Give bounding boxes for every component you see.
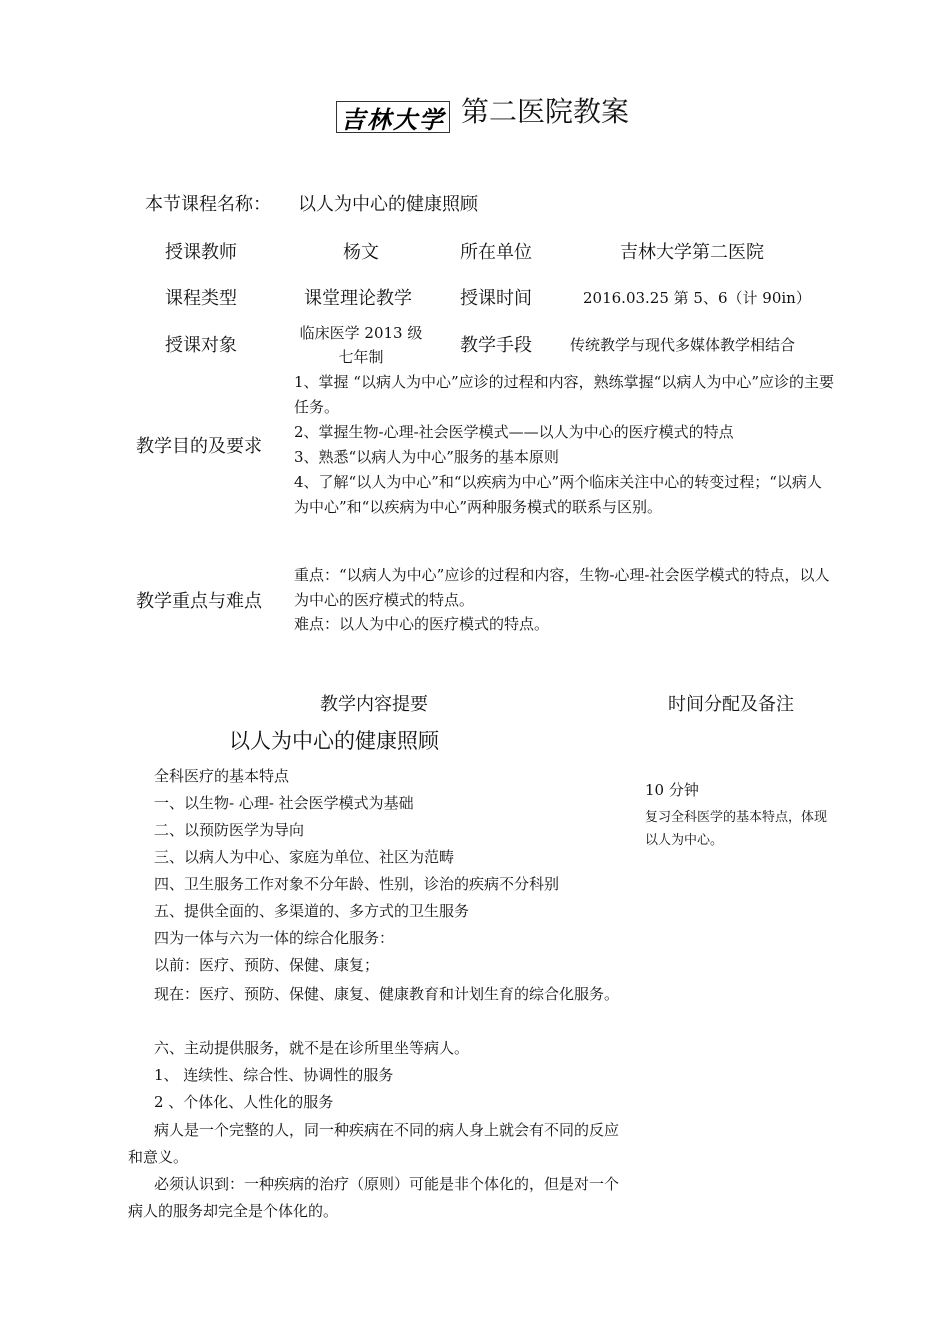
unit-value: 吉林大学第二医院	[620, 242, 764, 263]
means-label: 教学手段	[460, 335, 532, 356]
course-type-value: 课堂理论教学	[304, 288, 412, 309]
objective-item-3: 3、熟悉“以病人为中心”服务的基本原则	[294, 448, 559, 466]
content-summary-header: 教学内容提要	[320, 694, 428, 715]
content-line: 四为一体与六为一体的综合化服务：	[154, 929, 395, 947]
content-line: 必须认识到：一种疾病的治疗（原则）可能是非个体化的，但是对一个病人的服务却完全是个体化的。	[128, 1175, 620, 1220]
time-notes-header: 时间分配及备注	[668, 694, 794, 715]
objectives-label: 教学目的及要求	[136, 436, 262, 457]
content-line: 六、主动提供服务，就不是在诊所里坐等病人。	[154, 1039, 470, 1057]
document-title: 第二医院教案	[461, 95, 630, 128]
note-text: 复习全科医学的基本特点，体现以人为中心。	[645, 810, 828, 848]
objective-item-4: 4、了解“以人为中心”和“以疾病为中心”两个临床关注中心的转变过程；“以病人为中心”和“以疾病为中心”两种服务模式的联系与区别。	[294, 473, 822, 516]
time-value: 2016.03.25 第 5、6（计 90in）	[583, 289, 811, 307]
content-line: 一、以生物- 心理- 社会医学模式为基础	[154, 794, 414, 812]
content-line: 三、以病人为中心、家庭为单位、社区为范畴	[154, 848, 455, 866]
keypoints-label: 教学重点与难点	[136, 591, 262, 612]
content-line: 全科医疗的基本特点	[154, 767, 290, 785]
course-type-label: 课程类型	[165, 288, 237, 309]
target-value-line2: 七年制	[338, 348, 384, 366]
logo-text: 吉林大学	[341, 104, 445, 134]
content-main-title: 以人为中心的健康照顾	[229, 729, 439, 753]
keypoint-difficulty: 难点：以人为中心的医疗模式的特点。	[294, 615, 550, 633]
means-value: 传统教学与现代多媒体教学相结合	[570, 336, 796, 354]
content-line: 1、 连续性、综合性、协调性的服务	[154, 1066, 394, 1084]
time-label: 授课时间	[460, 288, 532, 309]
content-line: 现在：医疗、预防、保健、康复、健康教育和计划生育的综合化服务。	[154, 985, 620, 1003]
course-name-value: 以人为中心的健康照顾	[298, 194, 478, 215]
note-time: 10 分钟	[645, 781, 699, 799]
unit-label: 所在单位	[460, 242, 532, 263]
content-line: 五、提供全面的、多渠道的、多方式的卫生服务	[154, 902, 470, 920]
content-line: 四、卫生服务工作对象不分年龄、性别，诊治的疾病不分科别	[154, 875, 560, 893]
course-name-label: 本节课程名称：	[145, 194, 271, 215]
target-label: 授课对象	[165, 335, 237, 356]
content-line: 2 、个体化、人性化的服务	[154, 1093, 334, 1111]
content-line: 以前：医疗、预防、保健、康复；	[154, 956, 380, 974]
target-value-line1: 临床医学 2013 级	[299, 324, 423, 342]
teacher-value: 杨文	[343, 242, 379, 263]
content-line: 二、以预防医学为导向	[154, 821, 305, 839]
university-logo	[336, 101, 450, 133]
teacher-label: 授课教师	[165, 242, 237, 263]
keypoint-key: 重点：“以病人为中心”应诊的过程和内容，生物-心理-社会医学模式的特点，以人为中心的医疗模式的特点。	[294, 566, 830, 609]
content-line: 病人是一个完整的人，同一种疾病在不同的病人身上就会有不同的反应和意义。	[128, 1121, 620, 1166]
objective-item-2: 2、掌握生物-心理-社会医学模式——以人为中心的医疗模式的特点	[294, 423, 734, 441]
objective-item-1: 1、掌握 “以病人为中心”应诊的过程和内容，熟练掌握“以病人为中心”应诊的主要任务。	[294, 373, 834, 416]
